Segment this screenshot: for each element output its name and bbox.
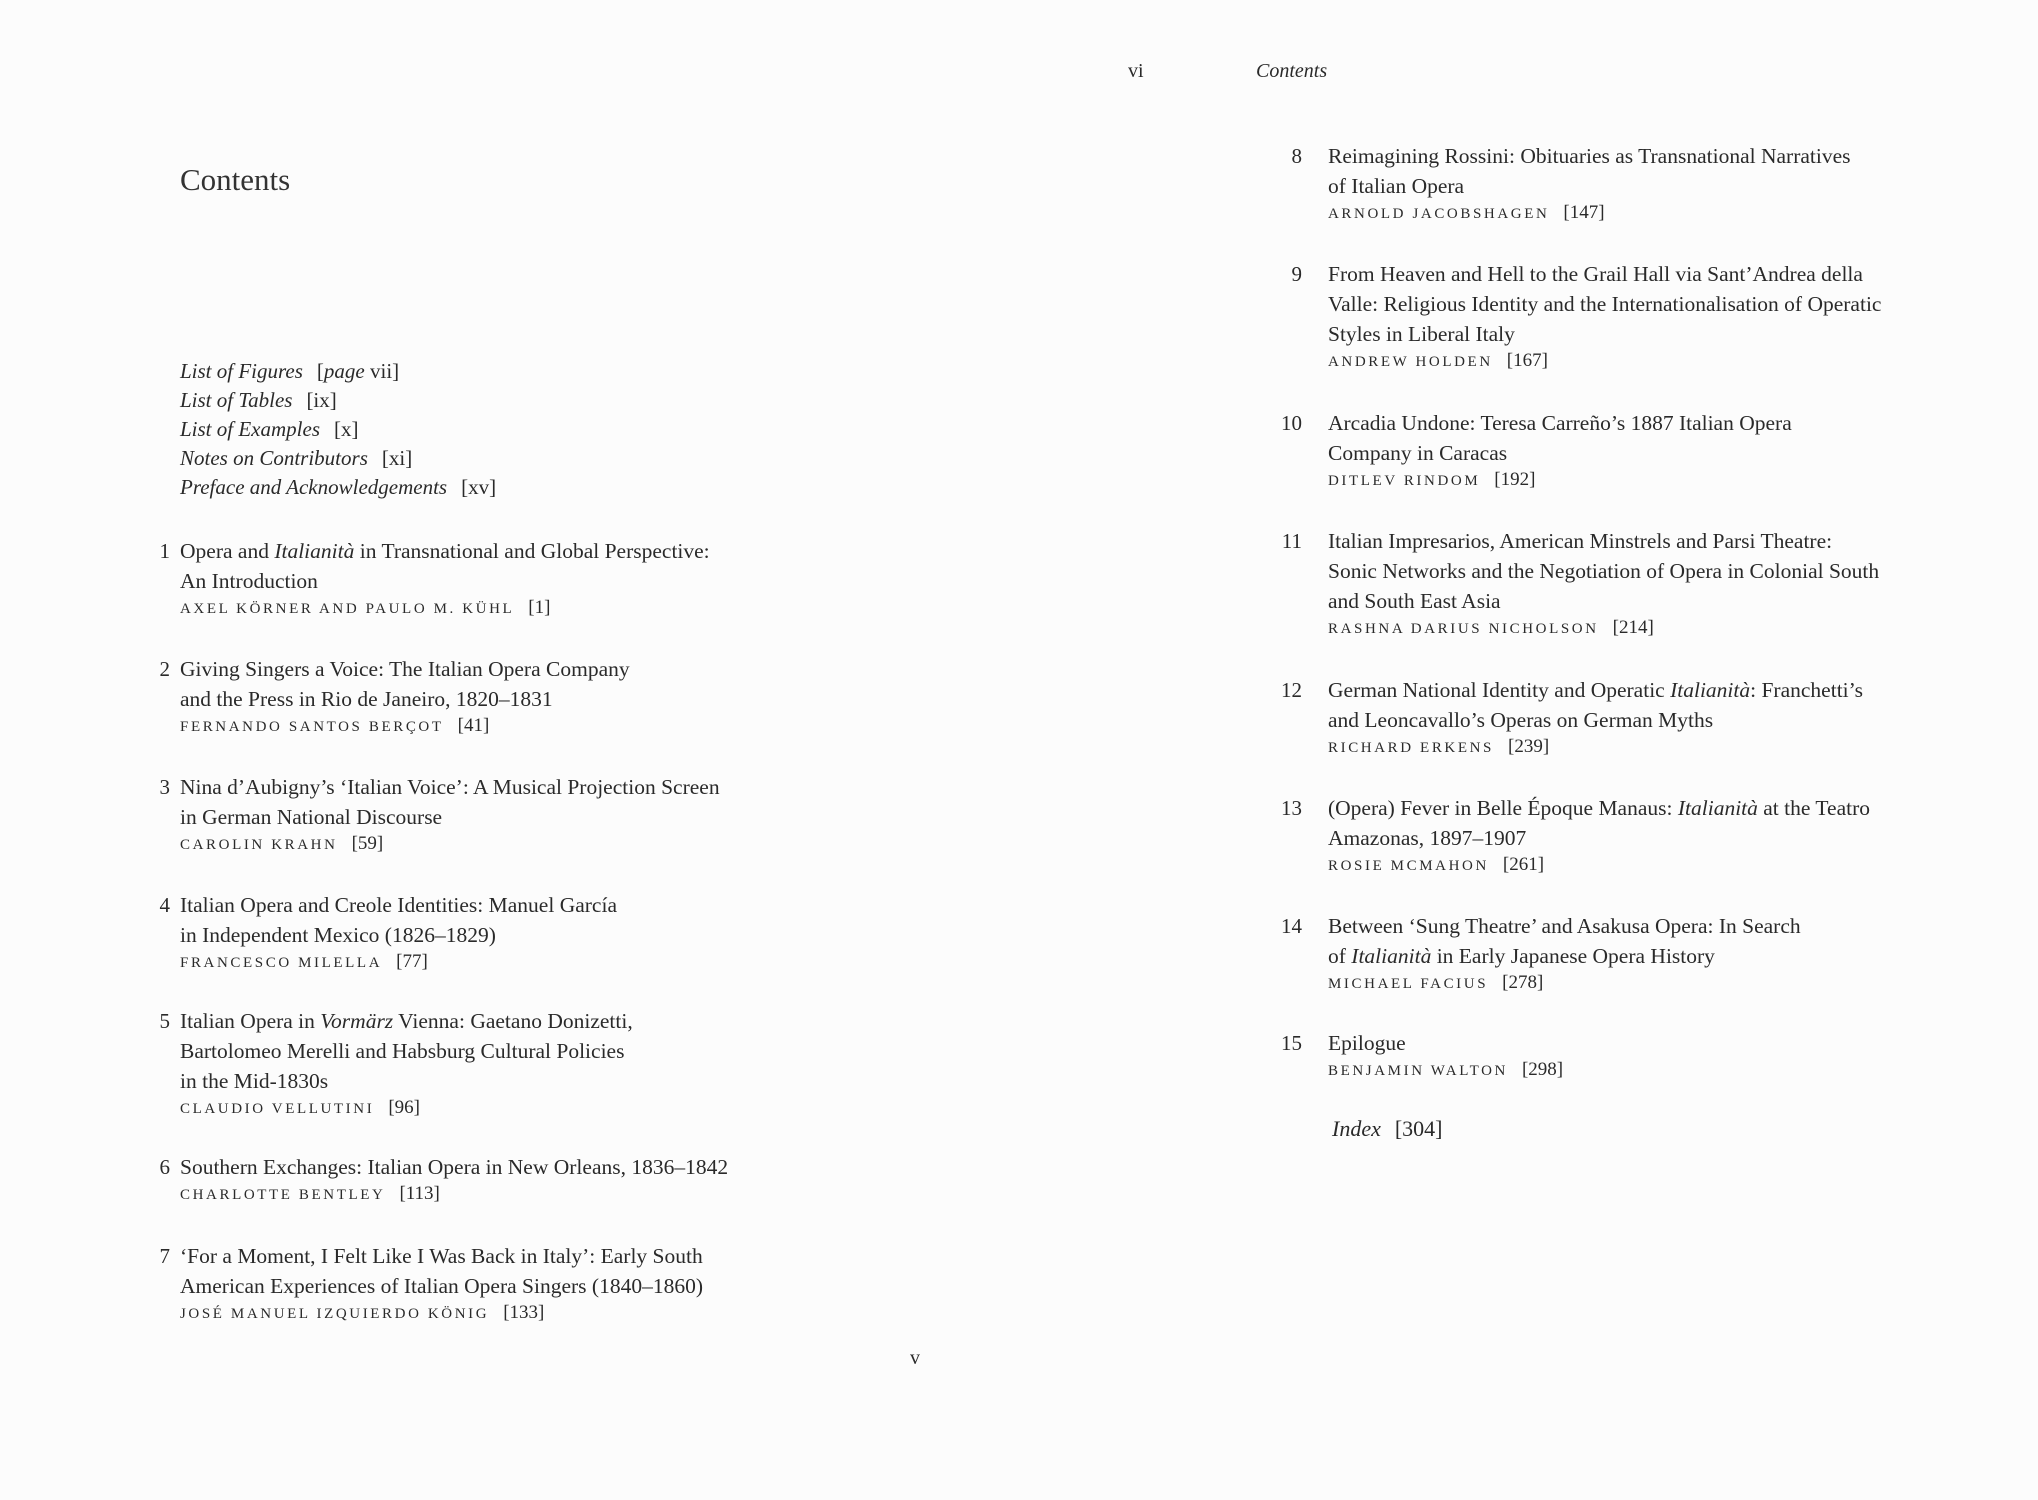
chapter-number: 9 xyxy=(1291,262,1302,286)
chapter-number: 5 xyxy=(159,1009,170,1033)
chapter-title-line: and the Press in Rio de Janeiro, 1820–1831 xyxy=(180,687,553,711)
prelim-list-of-figures[interactable]: List of Figures [page vii] xyxy=(180,359,400,383)
chapter-number: 8 xyxy=(1291,144,1302,168)
chapter-title-line: An Introduction xyxy=(180,569,318,593)
prelim-preface[interactable]: Preface and Acknowledgements [xv] xyxy=(180,475,497,499)
left-page xyxy=(0,0,1010,1500)
page-folio: v xyxy=(910,1347,920,1369)
page-folio: vi xyxy=(1128,60,1144,82)
chapter-title-line: in Independent Mexico (1826–1829) xyxy=(180,923,496,947)
chapter-title-line: Styles in Liberal Italy xyxy=(1328,322,1515,346)
chapter-page: [214] xyxy=(1612,617,1654,638)
chapter-title-line: and Leoncavallo’s Operas on German Myths xyxy=(1328,708,1714,732)
chapter-page: [113] xyxy=(399,1183,440,1204)
chapter-page: [192] xyxy=(1494,469,1536,490)
chapter-title: German National Identity and Operatic Italianità: Franchetti’s xyxy=(1328,678,1863,702)
chapter-title: Nina d’Aubigny’s ‘Italian Voice’: A Musical Projection Screen xyxy=(180,775,720,799)
chapter-title: Epilogue xyxy=(1328,1031,1406,1055)
chapter-page: [167] xyxy=(1506,350,1548,371)
running-head: Contents xyxy=(1256,60,1328,82)
chapter-page: [1] xyxy=(528,597,551,618)
chapter-title-line: American Experiences of Italian Opera Singers (1840–1860) xyxy=(180,1274,703,1298)
chapter-author: CLAUDIO VELLUTINI [96] xyxy=(180,1097,420,1118)
chapter-title-line: and South East Asia xyxy=(1328,589,1501,613)
chapter-number: 7 xyxy=(159,1244,170,1268)
chapter-title-line: of Italian Opera xyxy=(1328,174,1465,198)
chapter-number: 4 xyxy=(159,893,170,917)
chapter-number: 2 xyxy=(159,657,170,681)
chapter-title-line: Company in Caracas xyxy=(1328,441,1508,465)
chapter-author: DITLEV RINDOM [192] xyxy=(1328,469,1536,490)
chapter-author: RICHARD ERKENS [239] xyxy=(1328,736,1550,757)
chapter-page: [59] xyxy=(351,833,384,854)
chapter-number: 11 xyxy=(1281,529,1302,553)
chapter-title: Between ‘Sung Theatre’ and Asakusa Opera: In Search xyxy=(1328,914,1801,938)
chapter-title: From Heaven and Hell to the Grail Hall via Sant’Andrea della xyxy=(1328,262,1863,286)
chapter-author: ANDREW HOLDEN [167] xyxy=(1328,350,1548,371)
chapter-page: [239] xyxy=(1508,736,1550,757)
index-page: [304] xyxy=(1394,1116,1443,1141)
chapter-title: Italian Impresarios, American Minstrels and Parsi Theatre: xyxy=(1328,529,1833,553)
chapter-page: [77] xyxy=(396,951,428,972)
chapter-author: FERNANDO SANTOS BERÇOT [41] xyxy=(180,715,490,736)
chapter-author: BENJAMIN WALTON [298] xyxy=(1328,1059,1564,1080)
chapter-number: 14 xyxy=(1281,914,1302,938)
toc-entry-index[interactable]: Index [304] xyxy=(1332,1116,1443,1141)
chapter-title: Arcadia Undone: Teresa Carreño’s 1887 Italian Opera xyxy=(1328,411,1792,435)
prelim-list-of-examples[interactable]: List of Examples [x] xyxy=(180,417,359,441)
chapter-title-line: Valle: Religious Identity and the Internationalisation of Operatic xyxy=(1328,292,1882,316)
chapter-title: Reimagining Rossini: Obituaries as Transnational Narratives xyxy=(1328,144,1851,168)
chapter-title: Southern Exchanges: Italian Opera in New Orleans, 1836–1842 xyxy=(180,1155,729,1179)
chapter-page: [298] xyxy=(1521,1059,1564,1080)
chapter-title: Italian Opera and Creole Identities: Manuel García xyxy=(180,893,617,917)
chapter-number: 6 xyxy=(159,1155,170,1179)
chapter-title: Italian Opera in Vormärz Vienna: Gaetano Donizetti, xyxy=(180,1009,633,1033)
chapter-author: ARNOLD JACOBSHAGEN [147] xyxy=(1328,202,1605,223)
prelims-list xyxy=(180,357,496,502)
chapter-author: FRANCESCO MILELLA [77] xyxy=(180,951,428,972)
page-title: Contents xyxy=(180,162,291,197)
chapter-number: 3 xyxy=(159,775,170,799)
chapter-page: [96] xyxy=(388,1097,420,1118)
right-page xyxy=(1010,0,2038,1500)
chapter-number: 1 xyxy=(159,539,170,563)
chapter-author: CAROLIN KRAHN [59] xyxy=(180,833,384,854)
chapter-number: 10 xyxy=(1281,411,1302,435)
chapter-title: Opera and Italianità in Transnational and Global Perspective: xyxy=(180,539,710,563)
chapter-page: [261] xyxy=(1502,854,1545,875)
chapter-number: 15 xyxy=(1281,1031,1302,1055)
chapter-title-line: in the Mid-1830s xyxy=(180,1069,329,1093)
chapter-title-line: of Italianità in Early Japanese Opera History xyxy=(1328,944,1715,968)
chapter-page: [41] xyxy=(457,715,490,736)
chapter-title-line: in German National Discourse xyxy=(180,805,443,829)
chapter-author: CHARLOTTE BENTLEY [113] xyxy=(180,1183,440,1204)
chapter-author: ROSIE MCMAHON [261] xyxy=(1328,854,1545,875)
chapter-page: [147] xyxy=(1563,202,1605,223)
chapter-title-line: Sonic Networks and the Negotiation of Opera in Colonial South xyxy=(1328,559,1880,583)
prelim-list-of-tables[interactable]: List of Tables [ix] xyxy=(180,388,337,412)
chapter-title: (Opera) Fever in Belle Époque Manaus: Italianità at the Teatro xyxy=(1328,796,1871,820)
chapter-number: 13 xyxy=(1281,796,1302,820)
prelim-notes-on-contributors[interactable]: Notes on Contributors [xi] xyxy=(180,446,413,470)
chapter-title-line: Amazonas, 1897–1907 xyxy=(1328,826,1527,850)
chapter-title: ‘For a Moment, I Felt Like I Was Back in Italy’: Early South xyxy=(180,1244,703,1268)
chapter-page: [133] xyxy=(503,1302,545,1323)
chapter-title: Giving Singers a Voice: The Italian Opera Company xyxy=(180,657,630,681)
chapter-page: [278] xyxy=(1502,972,1544,993)
chapter-author: AXEL KÖRNER AND PAULO M. KÜHL [1] xyxy=(180,597,551,618)
chapter-title-line: Bartolomeo Merelli and Habsburg Cultural Policies xyxy=(180,1039,625,1063)
chapter-author: MICHAEL FACIUS [278] xyxy=(1328,972,1544,993)
chapter-number: 12 xyxy=(1281,678,1302,702)
chapter-author: RASHNA DARIUS NICHOLSON [214] xyxy=(1328,617,1654,638)
chapter-author: JOSÉ MANUEL IZQUIERDO KÖNIG [133] xyxy=(180,1302,545,1323)
